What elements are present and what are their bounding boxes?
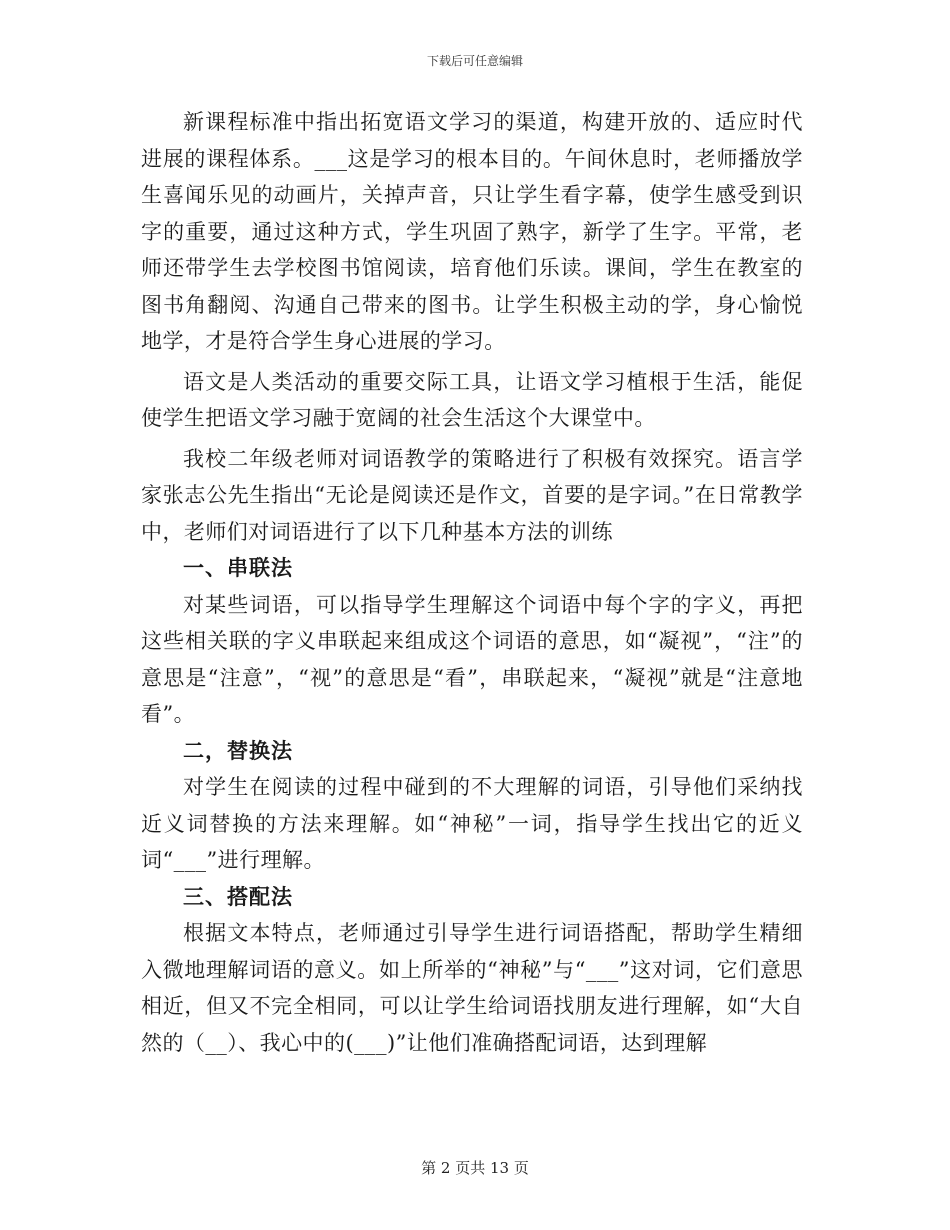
paragraph-3: 我校二年级老师对词语教学的策略进行了积极有效探究。语言学家张志公先生指出“无论是阅读还是作文，首要的是字词。”在日常教学中，老师们对词语进行了以下几种基本方法的训练 (141, 446, 803, 544)
section-heading-3: 三、搭配法 (183, 884, 293, 909)
paragraph-4: 对某些词语，可以指导学生理解这个词语中每个字的字义，再把这些相关联的字义串联起来组成这个词语的意思，如“凝视”，“注”的意思是“注意”，“视”的意思是“看”，串联起来，“凝视”就是“注意地看”。 (141, 592, 803, 726)
page-header: 下载后可任意编辑 (426, 54, 523, 68)
paragraph-1: 新课程标准中指出拓宽语文学习的渠道，构建开放的、适应时代进展的课程体系。___这是学习的根本目的。午间休息时，老师播放学生喜闻乐见的动画片，关掉声音，只让学生看字幕，使学生感受到识字的重要，通过这种方式，学生巩固了熟字，新学了生字。平常，老师还带学生去学校图书馆阅读，培育他们乐读。课间，学生在教室的图书角翻阅、沟通自己带来的图书。让学生积极主动的学，身心愉悦地学，才是符合学生身心进展的学习。 (141, 110, 803, 353)
page-footer: 第 2 页共 13 页 (421, 1159, 529, 1177)
paragraph-2: 语文是人类活动的重要交际工具，让语文学习植根于生活，能促使学生把语文学习融于宽阔的社会生活这个大课堂中。 (141, 369, 803, 430)
section-heading-2: 二，替换法 (183, 738, 293, 763)
paragraph-5: 对学生在阅读的过程中碰到的不大理解的词语，引导他们采纳找近义词替换的方法来理解。如“神秘”一词，指导学生找出它的近义词“___”进行理解。 (141, 775, 803, 872)
paragraph-6: 根据文本特点，老师通过引导学生进行词语搭配，帮助学生精细入微地理解词语的意义。如上所举的“神秘”与“___”这对词，它们意思相近，但又不完全相同，可以让学生给词语找朋友进行理解，如“大自然的（__）、我心中的(___)”让他们准确搭配词语，达到理解 (141, 921, 803, 1055)
document-body (141, 104, 803, 1061)
section-heading-1: 一、串联法 (183, 556, 293, 580)
